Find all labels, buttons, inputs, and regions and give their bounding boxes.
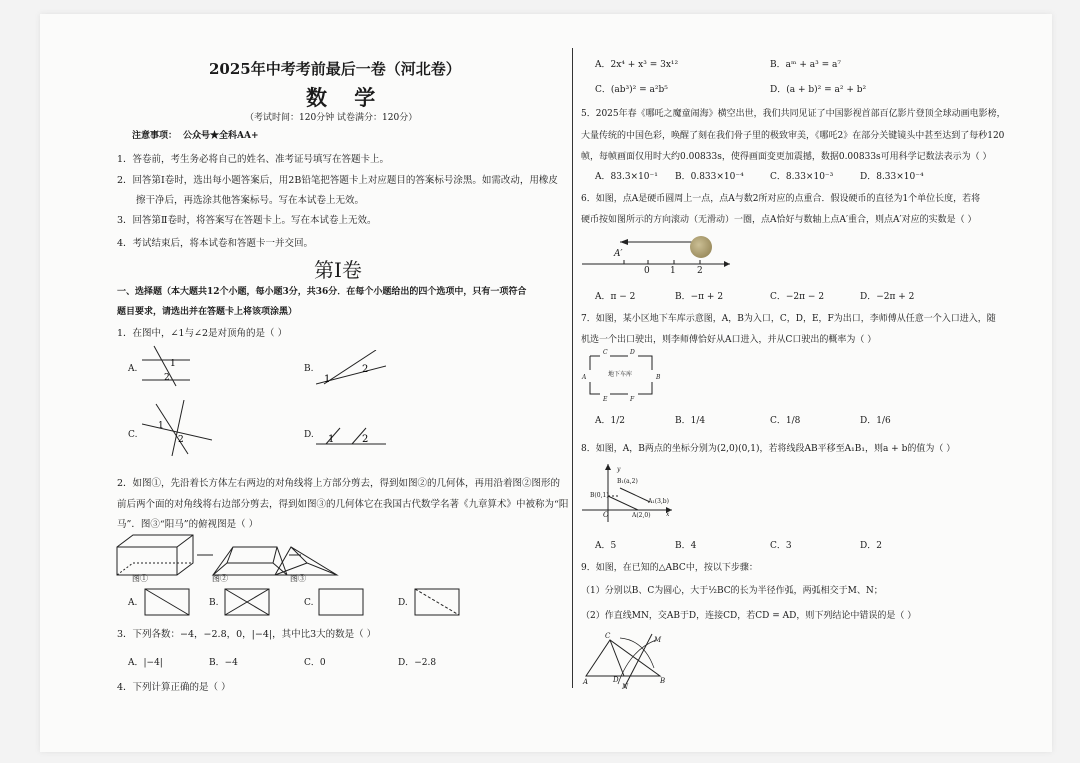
q7-line1: 7．如图，某小区地下车库示意图，A，B为入口，C，D，E，F为出口，李师傅从任意一个入口进入，随 (581, 314, 996, 324)
q7-label-b: B (656, 374, 661, 381)
q1-stem: 1．在图中，∠1与∠2是对顶角的是（ ） (117, 328, 288, 339)
q8-label-a: A(2,0) (632, 512, 651, 519)
q7-label-e: E (603, 396, 608, 403)
coin-image (690, 236, 712, 258)
q5-line3: 帧，每帧画面仅用时大约0.00833s，使得画面变更加震撼，数据0.00833s可用科学记数法表示为（ ） (581, 152, 992, 162)
q5-option-c[interactable]: C．8.33×10⁻³ (770, 172, 834, 182)
q4-option-a[interactable]: A．2x⁴ + x³ = 3x¹² (595, 60, 679, 70)
q8-label-a1: A₁(3,b) (648, 498, 669, 505)
q6-label-2: 2 (697, 266, 703, 276)
q6-label-1: 1 (670, 266, 676, 276)
q6-option-a[interactable]: A．π − 2 (595, 292, 636, 302)
svg-text:1: 1 (328, 434, 335, 445)
q5-option-d[interactable]: D．8.33×10⁻⁴ (860, 172, 924, 182)
q2-option-b[interactable]: B. (209, 598, 219, 608)
q2-option-a[interactable]: A. (128, 598, 138, 608)
svg-text:1: 1 (324, 374, 331, 385)
q7-option-b[interactable]: B．1/4 (675, 416, 706, 426)
q9-line1: 9．如图，在已知的△ABC中，按以下步骤： (581, 563, 758, 573)
q2-figure-a (144, 588, 190, 616)
q8-option-a[interactable]: A．5 (595, 541, 617, 551)
q3-option-c[interactable]: C．0 (304, 658, 326, 668)
q2-line1: 2．如图①，先沿着长方体左右两边的对角线将上方部分剪去，得到如图②的几何体，再用沿着图②图形的 (117, 478, 561, 489)
q9-line2: （1）分别以B、C为圆心，大于½BC的长为半径作弧，两弧相交于M、N； (581, 586, 883, 596)
q3-option-b[interactable]: B．−4 (209, 658, 238, 668)
q5-option-a[interactable]: A．83.3×10⁻¹ (595, 172, 658, 182)
q8-stem: 8．如图，A，B两点的坐标分别为(2,0)(0,1)，若将线段AB平移至A₁B₁，则a + b的值为（ ） (581, 444, 956, 454)
q2-figure-b (224, 588, 270, 616)
q7-label-d: D (630, 349, 635, 356)
q3-option-a[interactable]: A．|−4| (128, 658, 163, 668)
exam-info: （考试时间：120分钟 试卷满分：120分） (245, 113, 418, 123)
q1-figure-a (142, 344, 190, 388)
q1-figure-c (142, 400, 212, 456)
q7-garage-label: 地下车库 (608, 371, 633, 378)
q8-option-c[interactable]: C．3 (770, 541, 792, 551)
q9-label-d: D (613, 676, 619, 684)
notice-4: 4．考试结束后，将本试卷和答题卡一并交回。 (117, 238, 314, 249)
q3-stem: 3．下列各数：−4，−2.8，0，|−4|，其中比3大的数是（ ） (117, 629, 377, 640)
q2-solid-figures (115, 533, 345, 577)
q1-option-d[interactable]: D. (304, 430, 314, 440)
notice-3: 3．回答第Ⅱ卷时，将答案写在答题卡上。写在本试卷上无效。 (117, 215, 377, 226)
q9-label-b: B (660, 677, 666, 685)
q2-fig1-label: 图① (132, 574, 148, 583)
q7-option-c[interactable]: C．1/8 (770, 416, 801, 426)
q6-label-0: 0 (644, 266, 650, 276)
notice-source: 公众号★全科AA+ (183, 131, 259, 141)
q1-figure-b (316, 350, 386, 386)
section-title: 第Ⅰ卷 (314, 258, 362, 282)
q7-line2: 机选一个出口驶出，则李师傅恰好从A口进入，并从C口驶出的概率为（ ） (581, 335, 877, 345)
svg-text:2: 2 (362, 364, 369, 375)
q8-label-b: B(0,1) (590, 492, 609, 499)
exam-paper (40, 14, 1052, 752)
q6-option-c[interactable]: C．−2π − 2 (770, 292, 825, 302)
exam-title: 2025年中考考前最后一卷（河北卷） (209, 60, 461, 78)
q2-figure-c (318, 588, 364, 616)
q2-option-d[interactable]: D. (398, 598, 408, 608)
q2-fig2-label: 图② (212, 574, 228, 583)
q4-option-b[interactable]: B．aᵐ + a³ = a⁷ (770, 60, 841, 70)
q8-label-b1: B₁(a,2) (617, 478, 638, 485)
subject-title: 数 学 (306, 85, 386, 110)
notice-2-cont: 擦干净后，再选涂其他答案标号。写在本试卷上无效。 (136, 195, 365, 206)
q9-line3: （2）作直线MN，交AB于D，连接CD，若CD = AD，则下列结论中错误的是（ ） (581, 611, 917, 621)
q2-line2: 前后两个面的对角线将右边部分剪去，得到如图③的几何体它在我国古代数学名著《九章算术》中被称为“阳 (117, 499, 569, 510)
notice-1: 1．答卷前，考生务必将自己的姓名、准考证号填写在答题卡上。 (117, 154, 390, 165)
q1-figure-d (316, 426, 386, 446)
q9-label-n: N (622, 683, 629, 691)
q7-label-c: C (603, 349, 608, 356)
q3-option-d[interactable]: D．−2.8 (398, 658, 437, 668)
svg-text:2: 2 (178, 435, 184, 445)
q6-line1: 6．如图，点A是硬币圆周上一点，点A与数2所对应的点重合．假设硬币的直径为1个单位长度，若将 (581, 194, 981, 204)
q7-label-a: A (582, 374, 587, 381)
q8-label-x: x (666, 511, 670, 518)
q7-label-f: F (630, 396, 635, 403)
q8-label-y: y (617, 466, 621, 473)
q4-option-d[interactable]: D．(a + b)² = a² + b² (770, 85, 867, 95)
q9-label-c: C (605, 632, 611, 640)
svg-text:2: 2 (362, 434, 369, 445)
q9-label-a: A (583, 678, 589, 686)
svg-text:1: 1 (158, 421, 164, 431)
notice-2: 2．回答第Ⅰ卷时，选出每小题答案后，用2B铅笔把答题卡上对应题目的答案标号涂黑。如需改动，用橡皮 (117, 175, 558, 186)
q6-number-line (580, 232, 740, 278)
q6-option-b[interactable]: B．−π + 2 (675, 292, 724, 302)
q6-option-d[interactable]: D．−2π + 2 (860, 292, 915, 302)
q5-line2: 大量传统的中国色彩，唤醒了刻在我们骨子里的极致审美，《哪吒2》在部分关键镜头中甚至达到了每秒120 (581, 131, 1005, 141)
q4-option-c[interactable]: C．(ab³)² = a²b⁵ (595, 85, 668, 95)
q1-option-c[interactable]: C. (128, 430, 138, 440)
q8-option-b[interactable]: B．4 (675, 541, 697, 551)
q2-fig3-label: 图③ (290, 574, 306, 583)
q2-figure-d (414, 588, 460, 616)
q8-label-o: O (603, 511, 609, 519)
q8-option-d[interactable]: D．2 (860, 541, 882, 551)
svg-text:2: 2 (164, 373, 170, 383)
section-intro-2: 题目要求，请选出并在答题卡上将该项涂黑） (117, 307, 298, 317)
q9-label-m: M (654, 636, 662, 644)
q6-label-a-prime: A′ (614, 249, 623, 259)
q1-option-a[interactable]: A. (128, 364, 138, 374)
q7-option-a[interactable]: A．1/2 (595, 416, 625, 426)
q2-line3: 马”．图③“阳马”的俯视图是（ ） (117, 519, 259, 530)
q6-line2: 硬币按如图所示的方向滚动（无滑动）一圈，点A恰好与数轴上点A′重合，则点A′对应的实数是（ ） (581, 215, 977, 225)
column-divider (572, 48, 573, 688)
q2-option-c[interactable]: C. (304, 598, 314, 608)
q5-line1: 5．2025年春《哪吒之魔童闹海》横空出世，我们共同见证了中国影视首部百亿影片登顶全球动画电影榜， (581, 109, 1006, 119)
q7-option-d[interactable]: D．1/6 (860, 416, 891, 426)
section-intro-1: 一、选择题（本大题共12个小题，每小题3分，共36分．在每个小题给出的四个选项中，只有一项符合 (117, 287, 527, 297)
notice-label: 注意事项： (132, 131, 178, 141)
svg-text:1: 1 (170, 359, 176, 369)
q5-option-b[interactable]: B．0.833×10⁻⁴ (675, 172, 744, 182)
q1-option-b[interactable]: B. (304, 364, 314, 374)
q4-stem: 4．下列计算正确的是（ ） (117, 682, 231, 693)
